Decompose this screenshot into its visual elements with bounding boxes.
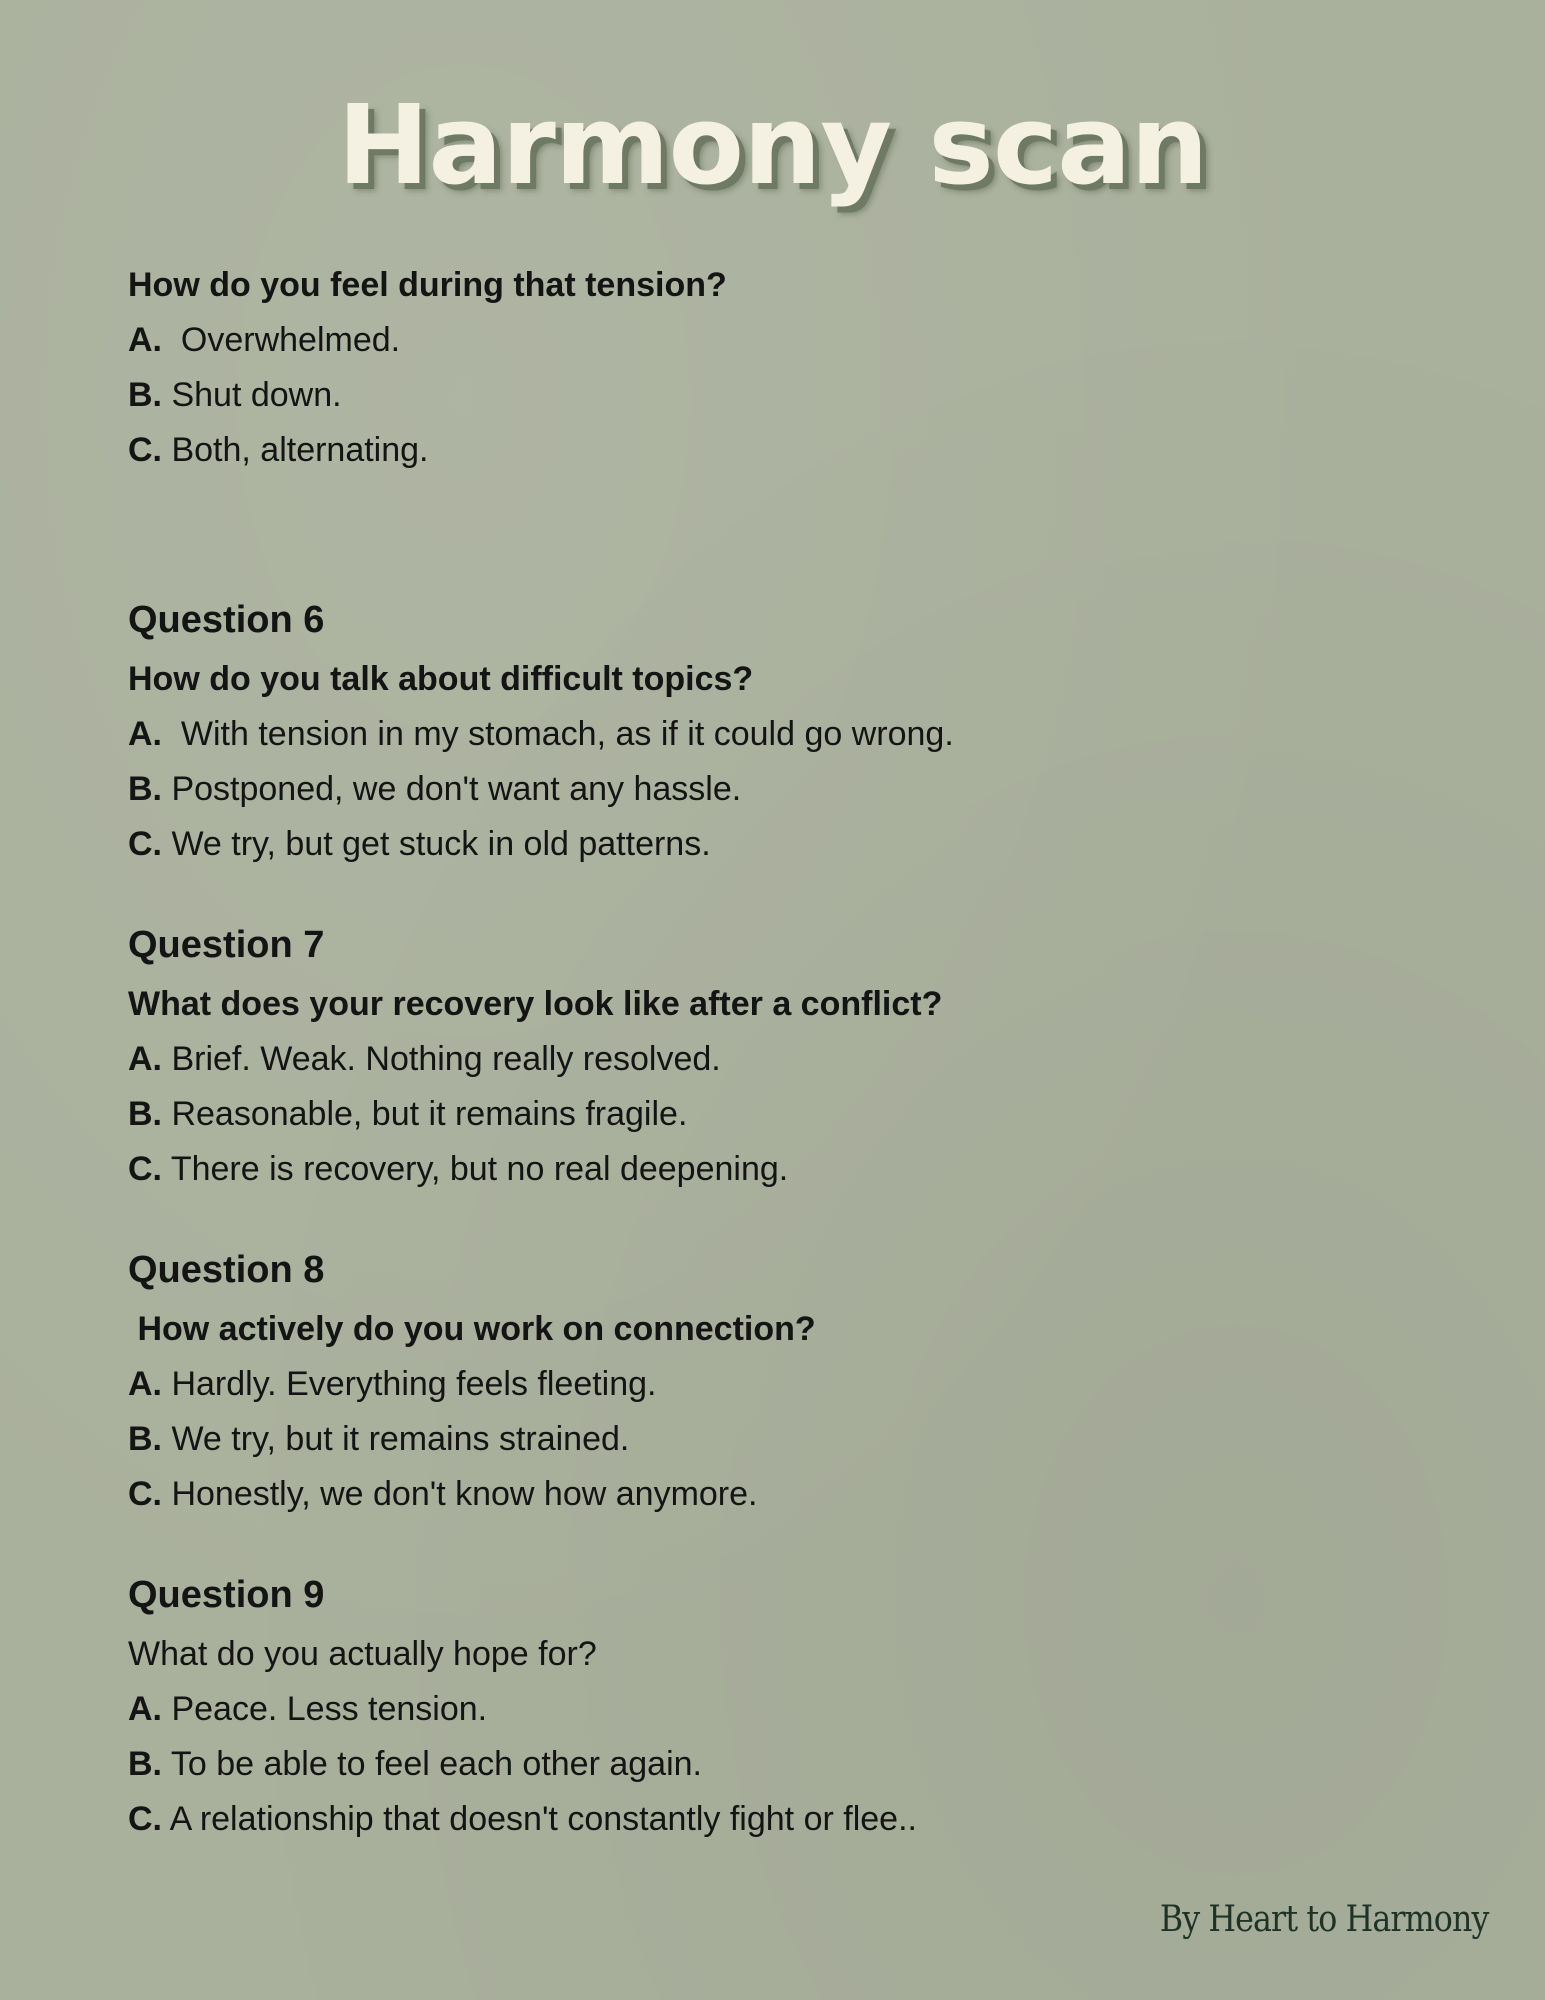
answer-text: With tension in my stomach, as if it could go wrong.: [162, 715, 954, 753]
answer-option-c: [128, 1467, 1428, 1522]
answer-text: Reasonable, but it remains fragile.: [162, 1095, 688, 1133]
answer-option-a: [128, 1357, 1428, 1412]
answer-letter: B.: [128, 770, 162, 808]
question-heading: Question 8: [128, 1249, 325, 1291]
answer-text: Peace. Less tension.: [162, 1690, 488, 1728]
question-block-6: [128, 596, 1428, 872]
answer-letter: A.: [128, 1690, 162, 1728]
answer-letter: C.: [128, 1800, 162, 1838]
answer-letter: C.: [128, 431, 162, 469]
question-block-9: [128, 1571, 1428, 1847]
answer-option-a: [128, 1682, 1428, 1737]
answer-option-c: [128, 1142, 1428, 1197]
answer-text: Brief. Weak. Nothing really resolved.: [162, 1040, 721, 1078]
answer-letter: B.: [128, 376, 162, 414]
answer-letter: A.: [128, 321, 162, 359]
answer-letter: C.: [128, 1150, 162, 1188]
answer-letter: C.: [128, 1475, 162, 1513]
question-heading: Question 7: [128, 924, 325, 966]
question-text: What do you actually hope for?: [128, 1635, 597, 1673]
question-text: What does your recovery look like after a conflict?: [128, 985, 943, 1023]
question-block-5: [128, 258, 1428, 478]
answer-option-b: [128, 1412, 1428, 1467]
answer-text: There is recovery, but no real deepening.: [162, 1150, 789, 1188]
answer-text: Shut down.: [162, 376, 342, 414]
answer-text: Postponed, we don't want any hassle.: [162, 770, 742, 808]
answer-option-b: [128, 368, 1428, 423]
answer-option-b: [128, 762, 1428, 817]
question-text: How actively do you work on connection?: [128, 1310, 816, 1348]
answer-letter: B.: [128, 1745, 162, 1783]
question-text: How do you feel during that tension?: [128, 266, 727, 304]
answer-text: We try, but it remains strained.: [162, 1420, 630, 1458]
question-heading: Question 6: [128, 599, 325, 641]
answer-text: Hardly. Everything feels fleeting.: [162, 1365, 657, 1403]
answer-option-a: [128, 1032, 1428, 1087]
answer-text: Overwhelmed.: [162, 321, 401, 359]
answer-letter: C.: [128, 825, 162, 863]
answer-option-c: [128, 423, 1428, 478]
answer-option-c: [128, 817, 1428, 872]
answer-text: We try, but get stuck in old patterns.: [162, 825, 711, 863]
answer-text: A relationship that doesn't constantly fight or flee..: [162, 1800, 917, 1838]
question-block-8: [128, 1246, 1428, 1522]
answer-option-b: [128, 1087, 1428, 1142]
answer-letter: B.: [128, 1420, 162, 1458]
question-block-7: [128, 921, 1428, 1197]
questionnaire-content: [128, 258, 1428, 1847]
question-text: How do you talk about difficult topics?: [128, 660, 754, 698]
question-heading: Question 9: [128, 1574, 325, 1616]
answer-option-b: [128, 1737, 1428, 1792]
answer-letter: B.: [128, 1095, 162, 1133]
answer-text: To be able to feel each other again.: [162, 1745, 702, 1783]
answer-letter: A.: [128, 1365, 162, 1403]
answer-text: Honestly, we don't know how anymore.: [162, 1475, 758, 1513]
answer-option-a: [128, 707, 1428, 762]
answer-option-c: [128, 1792, 1428, 1847]
answer-letter: A.: [128, 715, 162, 753]
answer-text: Both, alternating.: [162, 431, 429, 469]
page-title: Harmony scan: [337, 81, 1208, 209]
author-signature: By Heart to Harmony: [1160, 1899, 1489, 1940]
answer-option-a: [128, 313, 1428, 368]
answer-letter: A.: [128, 1040, 162, 1078]
